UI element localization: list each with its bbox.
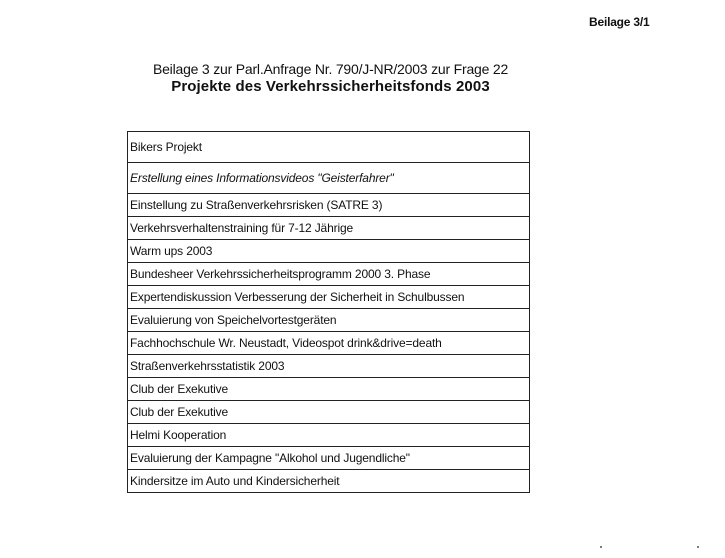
table-row bbox=[128, 217, 530, 240]
table-row bbox=[128, 355, 530, 378]
project-cell: Helmi Kooperation bbox=[128, 424, 530, 447]
table-row bbox=[128, 263, 530, 286]
project-cell: Kindersitze im Auto und Kindersicherheit bbox=[128, 470, 530, 493]
table-row bbox=[128, 401, 530, 424]
table-row bbox=[128, 286, 530, 309]
project-cell: Club der Exekutive bbox=[128, 401, 530, 424]
project-cell: Verkehrsverhaltenstraining für 7-12 Jährige bbox=[128, 217, 530, 240]
document-title: Projekte des Verkehrssicherheitsfonds 2003 bbox=[171, 78, 490, 95]
project-cell: Club der Exekutive bbox=[128, 378, 530, 401]
project-cell: Fachhochschule Wr. Neustadt, Videospot drink&drive=death bbox=[128, 332, 530, 355]
project-cell: Expertendiskussion Verbesserung der Sicherheit in Schulbussen bbox=[128, 286, 530, 309]
project-cell: Warm ups 2003 bbox=[128, 240, 530, 263]
project-cell: Einstellung zu Straßenverkehrsrisken (SATRE 3) bbox=[128, 194, 530, 217]
project-cell: Bikers Projekt bbox=[128, 132, 530, 163]
table-row bbox=[128, 470, 530, 493]
table-row bbox=[128, 132, 530, 163]
page-label: Beilage 3/1 bbox=[589, 15, 650, 29]
project-cell: Erstellung eines Informationsvideos "Geisterfahrer" bbox=[128, 163, 530, 194]
table-row bbox=[128, 194, 530, 217]
table-row bbox=[128, 447, 530, 470]
document-subtitle: Beilage 3 zur Parl.Anfrage Nr. 790/J-NR/2003 zur Frage 22 bbox=[152, 61, 509, 77]
table-row bbox=[128, 163, 530, 194]
scan-speck bbox=[600, 546, 602, 548]
project-cell: Evaluierung der Kampagne "Alkohol und Jugendliche" bbox=[128, 447, 530, 470]
project-cell: Evaluierung von Speichelvortestgeräten bbox=[128, 309, 530, 332]
scan-speck bbox=[697, 546, 699, 548]
table-row bbox=[128, 332, 530, 355]
document-heading bbox=[0, 61, 661, 96]
table-row bbox=[128, 378, 530, 401]
projects-table bbox=[127, 131, 530, 493]
project-cell: Bundesheer Verkehrssicherheitsprogramm 2000 3. Phase bbox=[128, 263, 530, 286]
project-cell: Straßenverkehrsstatistik 2003 bbox=[128, 355, 530, 378]
table-row bbox=[128, 309, 530, 332]
table-row bbox=[128, 240, 530, 263]
table-row bbox=[128, 424, 530, 447]
